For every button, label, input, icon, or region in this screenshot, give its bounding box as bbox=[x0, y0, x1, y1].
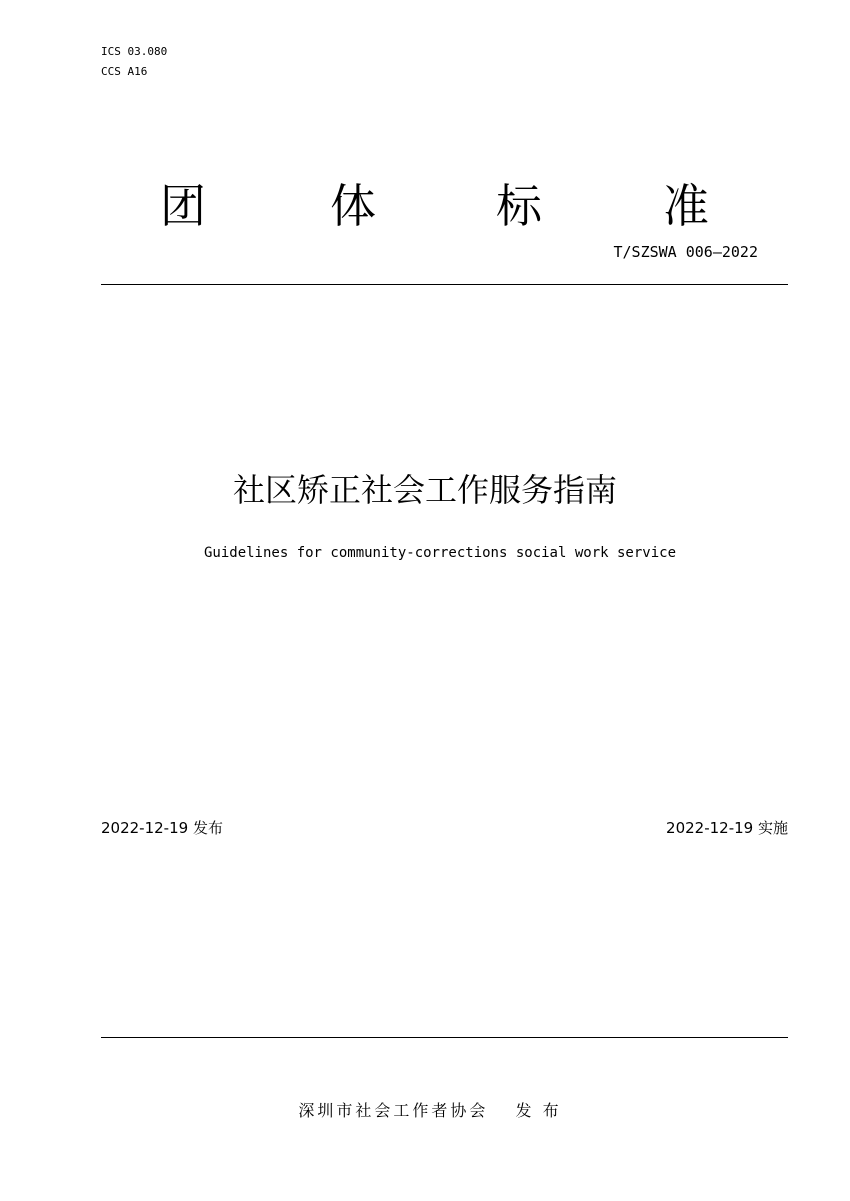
header-divider bbox=[101, 284, 788, 285]
document-title-en: Guidelines for community-corrections social work service bbox=[203, 545, 676, 561]
publisher-line: 深圳市社会工作者协会 发 布 bbox=[298, 1101, 562, 1120]
standard-type-heading bbox=[160, 178, 720, 236]
standard-type-char-1: 团 bbox=[160, 179, 206, 233]
standard-type-char-4: 准 bbox=[663, 179, 709, 233]
document-title-cn: 社区矫正社会工作服务指南 bbox=[232, 471, 617, 509]
standard-type-char-2: 体 bbox=[330, 179, 376, 233]
footer-divider bbox=[101, 1037, 788, 1038]
issue-date: 2022-12-19 发布 bbox=[101, 819, 223, 837]
standard-code: T/SZSWA 006—2022 bbox=[613, 243, 758, 261]
implement-date: 2022-12-19 实施 bbox=[666, 819, 788, 837]
classification-codes bbox=[101, 42, 167, 82]
ics-code: ICS 03.080 bbox=[101, 45, 168, 58]
ccs-code: CCS A16 bbox=[101, 65, 148, 78]
standard-type-char-3: 标 bbox=[496, 179, 542, 233]
